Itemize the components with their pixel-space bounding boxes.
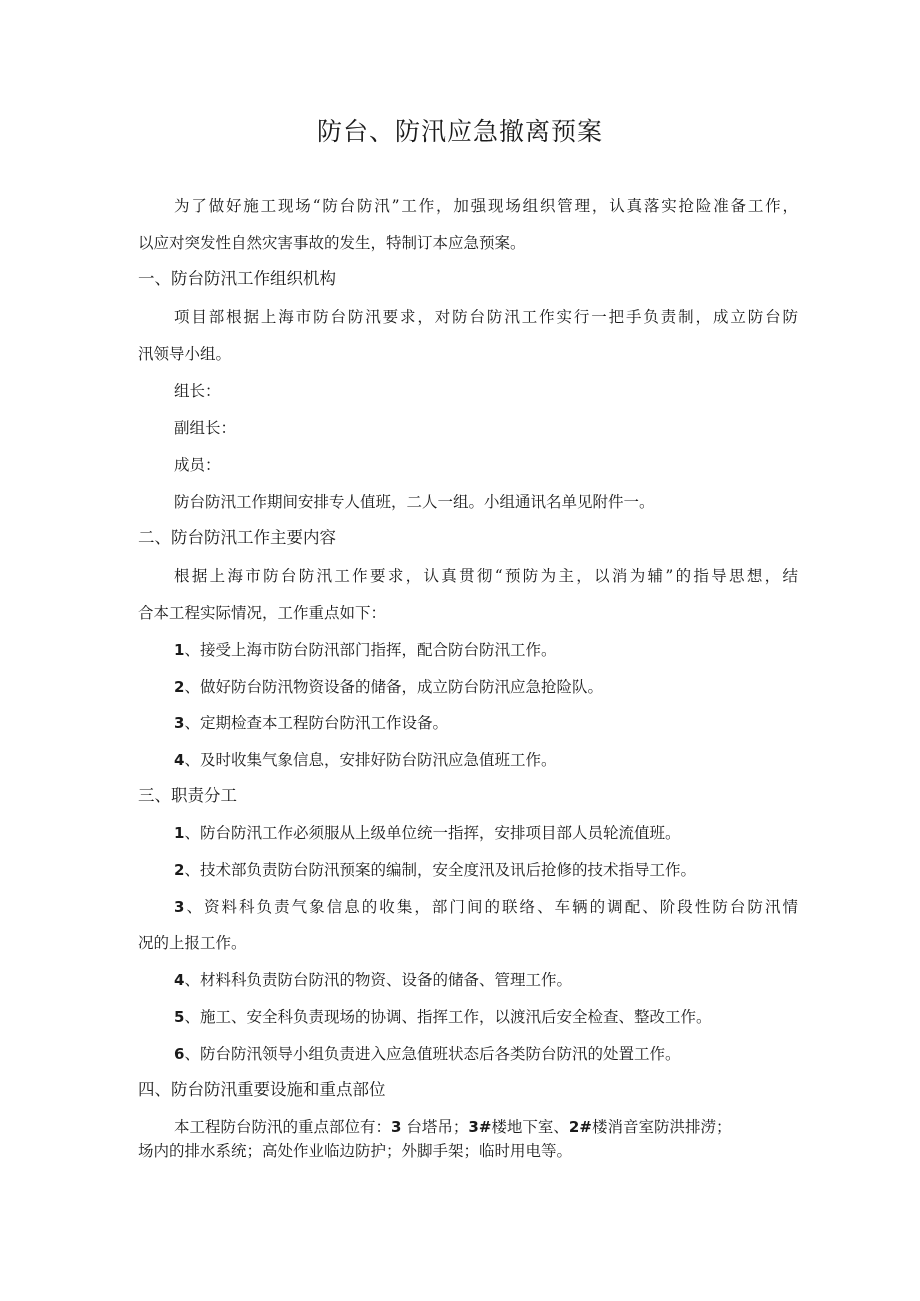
item-number: 1 bbox=[174, 641, 185, 659]
list-item-continuation: 况的上报工作。 bbox=[138, 934, 247, 952]
section-4-heading: 四、防台防汛重要设施和重点部位 bbox=[138, 1080, 386, 1099]
item-number: 4 bbox=[174, 971, 185, 989]
document-title: 防台、防汛应急撤离预案 bbox=[316, 117, 603, 146]
item-text: 、施工、安全科负责现场的协调、指挥工作，以渡汛后安全检查、整改工作。 bbox=[184, 1008, 712, 1026]
list-item bbox=[174, 1007, 798, 1027]
list-item bbox=[174, 713, 798, 733]
list-item bbox=[174, 677, 798, 697]
number-run: 2# bbox=[568, 1118, 592, 1136]
section-4-paragraph-line-1 bbox=[174, 1117, 798, 1137]
item-number: 5 bbox=[174, 1008, 185, 1026]
section-3-heading: 三、职责分工 bbox=[138, 786, 237, 805]
item-number: 6 bbox=[174, 1045, 185, 1063]
item-number: 2 bbox=[174, 678, 185, 696]
number-run: 3# bbox=[468, 1118, 492, 1136]
item-number: 3 bbox=[174, 714, 185, 732]
item-number: 4 bbox=[174, 751, 185, 769]
text-run: 楼消音室防洪排涝； bbox=[591, 1118, 732, 1136]
section-2-paragraph-line-1: 根据上海市防台防汛工作要求，认真贯彻“预防为主，以消为辅”的指导思想，结 bbox=[174, 567, 798, 585]
item-number: 3 bbox=[174, 898, 185, 916]
number-run: 3 bbox=[391, 1118, 402, 1136]
section-1-paragraph-line-2: 汛领导小组。 bbox=[138, 345, 232, 363]
deputy-leader-label: 副组长： bbox=[174, 419, 237, 437]
item-text: 、防台防汛工作必须服从上级单位统一指挥，安排项目部人员轮流值班。 bbox=[184, 824, 681, 842]
members-label: 成员： bbox=[174, 456, 221, 474]
section-2-heading: 二、防台防汛工作主要内容 bbox=[138, 528, 336, 547]
list-item bbox=[174, 750, 798, 770]
item-text: 、防台防汛领导小组负责进入应急值班状态后各类防台防汛的处置工作。 bbox=[184, 1045, 681, 1063]
section-4-paragraph-line-2: 场内的排水系统；高处作业临边防护；外脚手架；临时用电等。 bbox=[138, 1142, 573, 1160]
item-text: 、资料科负责气象信息的收集，部门间的联络、车辆的调配、阶段性防台防汛情 bbox=[184, 898, 798, 916]
section-2-paragraph-line-2: 合本工程实际情况，工作重点如下： bbox=[138, 604, 387, 622]
item-text: 、材料科负责防台防汛的物资、设备的储备、管理工作。 bbox=[184, 971, 572, 989]
duty-note: 防台防汛工作期间安排专人值班，二人一组。小组通讯名单见附件一。 bbox=[174, 493, 655, 511]
item-number: 1 bbox=[174, 824, 185, 842]
section-1-paragraph-line-1: 项目部根据上海市防台防汛要求，对防台防汛工作实行一把手负责制，成立防台防 bbox=[174, 308, 798, 326]
list-item bbox=[174, 897, 798, 917]
item-text: 、及时收集气象信息，安排好防台防汛应急值班工作。 bbox=[184, 751, 557, 769]
text-run: 楼地下室、 bbox=[491, 1118, 569, 1136]
list-item bbox=[174, 640, 798, 660]
list-item bbox=[174, 823, 798, 843]
item-text: 、接受上海市防台防汛部门指挥，配合防台防汛工作。 bbox=[184, 641, 557, 659]
item-text: 、定期检查本工程防台防汛工作设备。 bbox=[184, 714, 448, 732]
list-item bbox=[174, 1044, 798, 1064]
list-item bbox=[174, 970, 798, 990]
text-run: 台塔吊； bbox=[401, 1118, 469, 1136]
list-item bbox=[174, 860, 798, 880]
section-1-heading: 一、防台防汛工作组织机构 bbox=[138, 269, 336, 288]
intro-line-2: 以应对突发性自然灾害事故的发生，特制订本应急预案。 bbox=[138, 234, 526, 252]
group-leader-label: 组长： bbox=[174, 382, 221, 400]
item-text: 、做好防台防汛物资设备的储备，成立防台防汛应急抢险队。 bbox=[184, 678, 603, 696]
item-text: 、技术部负责防台防汛预案的编制，安全度汛及讯后抢修的技术指导工作。 bbox=[184, 861, 696, 879]
text-run: 本工程防台防汛的重点部位有： bbox=[174, 1118, 392, 1136]
item-number: 2 bbox=[174, 861, 185, 879]
intro-line-1: 为了做好施工现场“防台防汛”工作，加强现场组织管理，认真落实抢险准备工作， bbox=[174, 197, 798, 215]
